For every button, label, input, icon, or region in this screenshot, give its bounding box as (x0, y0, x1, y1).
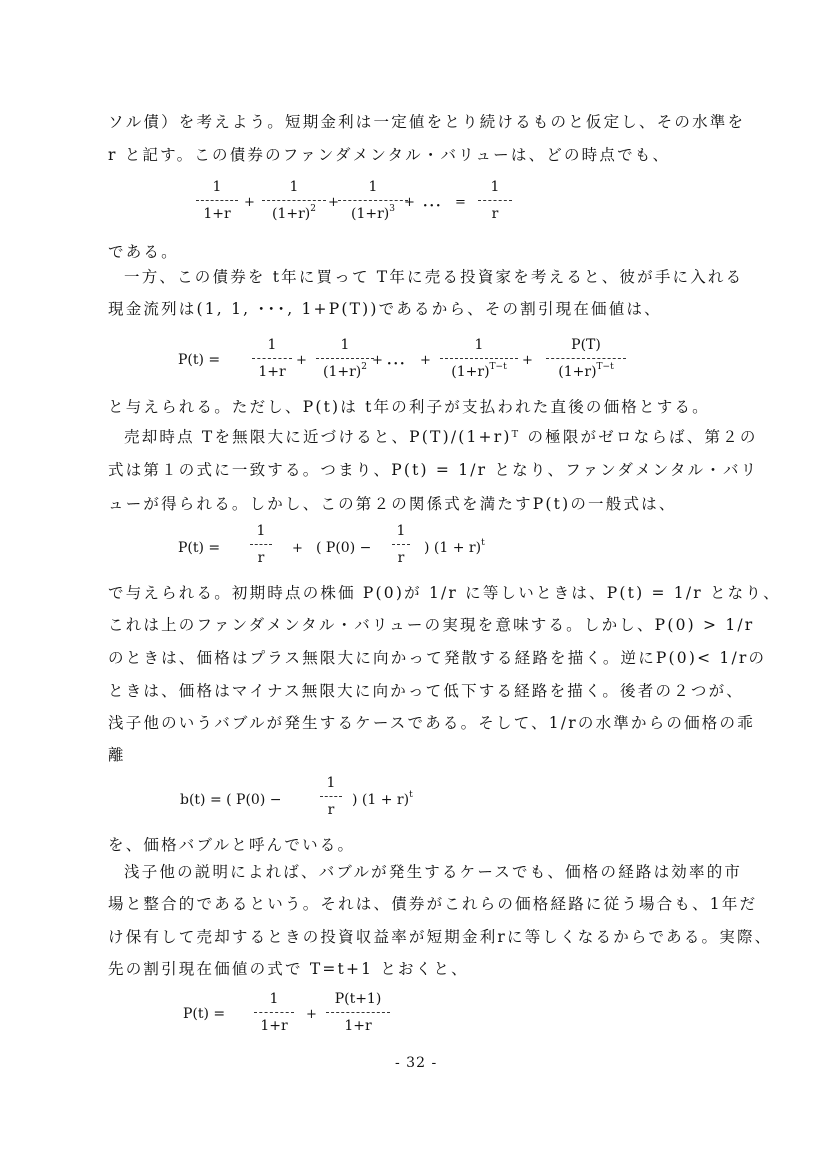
text-line: のときは、価格はプラス無限大に向かって発散する経路を描く。逆にP(0)< 1/rの (108, 649, 767, 667)
text-line: 一方、この債券を t年に買って T年に売る投資家を考えると、彼が手に入れる (124, 268, 744, 286)
text-line: 場と整合的であるという。それは、債券がこれらの価格経路に従う場合も、1年だ (108, 895, 758, 913)
text-line: ソル債）を考えよう。短期金利は一定値をとり続けるものと仮定し、その水準を (108, 113, 746, 131)
text-line: である。 (108, 243, 179, 261)
document-page: ソル債）を考えよう。短期金利は一定値をとり続けるものと仮定し、その水準を r と記す。この債券のファンダメンタル・バリューは、どの時点でも、 1 1+r + 1 $(1+r)^2$ + 1 $(1+r)^3$ + ･･･ = 1 r である。 一方、この債券を t年に買って T年に売る投資家を考えると、彼が手に入れる 現金流列は(1, 1, ･･･, 1+P(T))であるから、その割引現在価値は、 P(t) = 1 1+r + 1 $(1+r)^2$ + ･･･ + 1 $(1+r)^{T-t}$ + P(T) $(1+r)^{T-t}$ と与えられる。ただし、P(t)は t年の利子が支払われた直後の価格とする。 売却時点 Tを無限大に近づけると、P(T)/(1+r)ᵀ の極限がゼロならば、第２の 式は第１の式に一致する。つまり、P(t) = 1/r となり、ファンダメンタル・バリ ューが得られる。しかし、この第２の関係式を満たすP(t)の一般式は、 P(t) = 1 r + ( P(0) − 1 r ) $(1 + r)^t$ で与えられる。初期時点の株価 P(0)が 1/r に等しいときは、P(t) = 1/r となり、 これは上のファンダメンタル・バリューの実現を意味する。しかし、P(0) > 1/r のときは、価格はプラス無限大に向かって発散する経路を描く。逆にP(0)< 1/rの ときは、価格はマイナス無限大に向かって低下する経路を描く。後者の２つが、 浅子他のいうバブルが発生するケースである。そして、1/rの水準からの価格の乖 離 b(t) = ( P(0) − 1 r ) $(1 + r)^t$ を、価格バブルと呼んでいる。 浅子他の説明によれば、バブルが発生するケースでも、価格の経路は効率的市 場と整合的であるという。それは、債券がこれらの価格経路に従う場合も、1年だ け保有して売却するときの投資収益率が短期金利rに等しくなるからである。実際、 先の割引現在価値の式で T=t+1 とおくと、 P(t) = 1 1+r + P(t+1) 1+r - 32 - (108, 113, 781, 1071)
text-line: で与えられる。初期時点の株価 P(0)が 1/r に等しいときは、P(t) = 1/r となり、 (108, 584, 781, 602)
text-line: r と記す。この債券のファンダメンタル・バリューは、どの時点でも、 (108, 146, 671, 164)
text-line: 浅子他の説明によれば、バブルが発生するケースでも、価格の経路は効率的市 (124, 863, 743, 881)
text-line: 式は第１の式に一致する。つまり、P(t) = 1/r となり、ファンダメンタル・バリ (108, 461, 759, 479)
text-line: 売却時点 Tを無限大に近づけると、P(T)/(1+r)ᵀ の極限がゼロならば、第２の (124, 428, 758, 446)
text-line: を、価格バブルと呼んでいる。 (108, 836, 356, 854)
text-line: 離 (108, 746, 126, 764)
text-line: 浅子他のいうバブルが発生するケースである。そして、1/rの水準からの価格の乖 (108, 714, 755, 732)
text-line: と与えられる。ただし、P(t)は t年の利子が支払われた直後の価格とする。 (108, 398, 710, 416)
text-line: け保有して売却するときの投資収益率が短期金利rに等しくなるからである。実際、 (108, 928, 773, 946)
text-line: 先の割引現在価値の式で T=t+1 とおくと、 (108, 960, 469, 978)
text-line: 現金流列は(1, 1, ･･･, 1+P(T))であるから、その割引現在価値は、 (108, 300, 662, 318)
page-number: - 32 - (395, 1055, 438, 1071)
text-line: ューが得られる。しかし、この第２の関係式を満たすP(t)の一般式は、 (108, 495, 677, 513)
text-line: これは上のファンダメンタル・バリューの実現を意味する。しかし、P(0) > 1/r (108, 616, 755, 634)
text-line: ときは、価格はマイナス無限大に向かって低下する経路を描く。後者の２つが、 (108, 682, 744, 700)
